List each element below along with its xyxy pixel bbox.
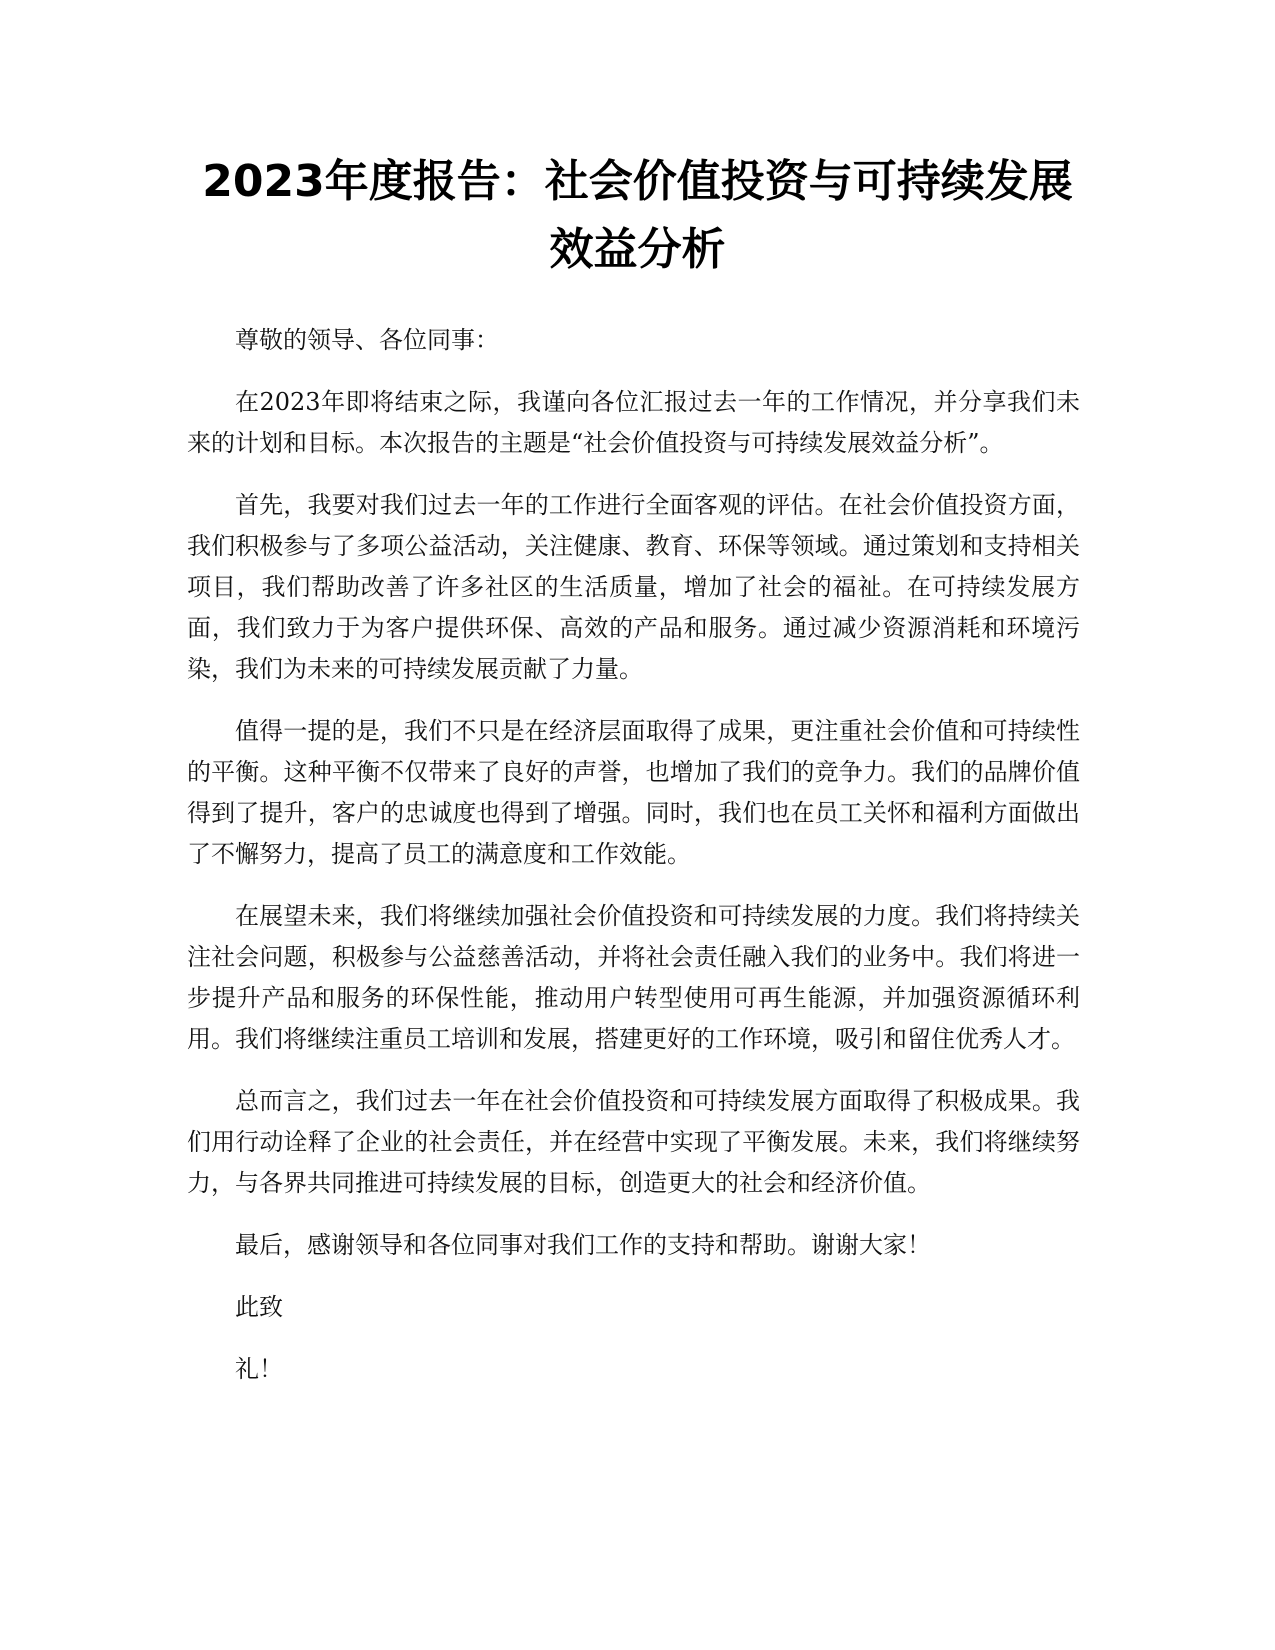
paragraph-thanks: 最后，感谢领导和各位同事对我们工作的支持和帮助。谢谢大家！: [235, 1231, 931, 1259]
paragraph-summary: 总而言之，我们过去一年在社会价值投资和可持续发展方面取得了积极成果。我们用行动诠释了企业的社会责任，并在经营中实现了平衡发展。未来，我们将继续努力，与各界共同推进可持续发展的目标，创造更大的社会和经济价值。: [187, 1087, 1080, 1197]
closing-line-1: 此致: [235, 1293, 283, 1321]
salutation: 尊敬的领导、各位同事：: [235, 326, 499, 354]
paragraph-review: 首先，我要对我们过去一年的工作进行全面客观的评估。在社会价值投资方面，我们积极参与了多项公益活动，关注健康、教育、环保等领域。通过策划和支持相关项目，我们帮助改善了许多社区的生活质量，增加了社会的福祉。在可持续发展方面，我们致力于为客户提供环保、高效的产品和服务。通过减少资源消耗和环境污染，我们为未来的可持续发展贡献了力量。: [187, 491, 1080, 683]
title-line-2: 效益分析: [549, 224, 726, 275]
title-line-1: 2023年度报告：社会价值投资与可持续发展: [202, 156, 1073, 207]
page-title: [150, 148, 1125, 284]
paragraph-intro: 在2023年即将结束之际，我谨向各位汇报过去一年的工作情况，并分享我们未来的计划和目标。本次报告的主题是“社会价值投资与可持续发展效益分析”。: [187, 388, 1080, 457]
paragraph-outlook: 在展望未来，我们将继续加强社会价值投资和可持续发展的力度。我们将持续关注社会问题，积极参与公益慈善活动，并将社会责任融入我们的业务中。我们将进一步提升产品和服务的环保性能，推动用户转型使用可再生能源，并加强资源循环利用。我们将继续注重员工培训和发展，搭建更好的工作环境，吸引和留住优秀人才。: [187, 902, 1080, 1053]
closing-line-2: 礼！: [235, 1355, 283, 1383]
document-body: [187, 320, 1080, 1411]
paragraph-balance: 值得一提的是，我们不只是在经济层面取得了成果，更注重社会价值和可持续性的平衡。这种平衡不仅带来了良好的声誉，也增加了我们的竞争力。我们的品牌价值得到了提升，客户的忠诚度也得到了增强。同时，我们也在员工关怀和福利方面做出了不懈努力，提高了员工的满意度和工作效能。: [187, 717, 1080, 868]
